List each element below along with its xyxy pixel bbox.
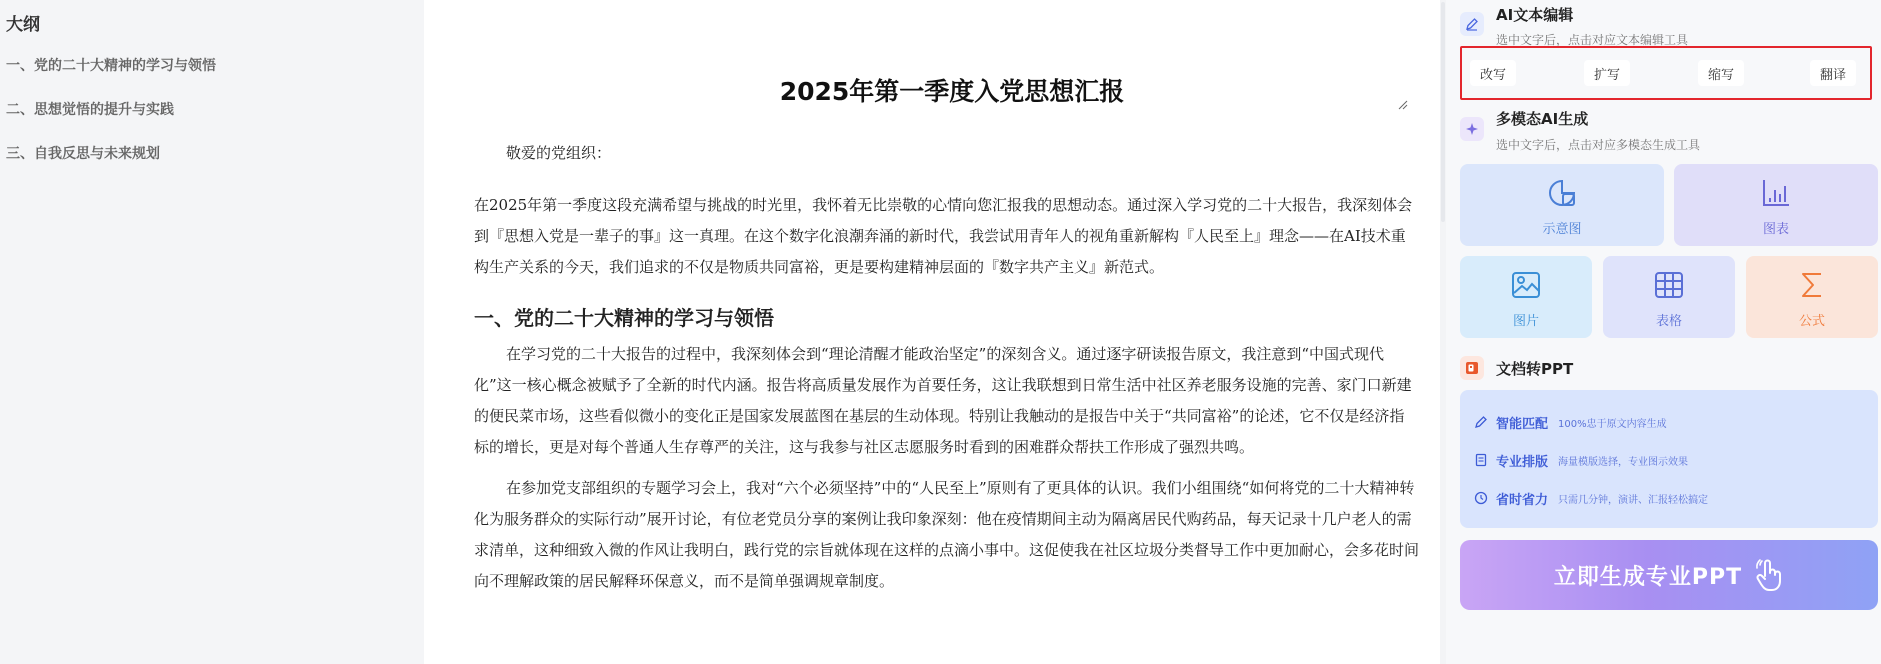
document-editor[interactable] [424,0,1440,664]
table-tile[interactable] [1603,256,1735,338]
image-label: 图片 [1512,314,1539,329]
feature-name: 省时省力 [1496,492,1549,508]
chart-tile[interactable] [1674,164,1878,246]
generate-ppt-button[interactable] [1460,540,1878,610]
paragraph: 在参加党支部组织的专题学习会上，我对“六个必须坚持”中的“人民至上”原则有了更具体的认识。我们小组围绕“如何将党的二十大精神转化为服务群众的实际行动”展开讨论，有位老党员分享的案例让我印象深刻：他在疫情期间主动为隔离居民代购药品，每天记录十几户老人的需求清单，这种细致入微的作风让我明白，践行党的宗旨就体现在这样的点滴小事中。这促使我在社区垃圾分类督导工作中更加耐心，会多花时间向不理解政策的居民解释环保意义，而不是简单强调规章制度。 [474,479,1420,590]
feature-name: 智能匹配 [1496,416,1549,432]
sigma-icon [1795,268,1829,302]
outline-title: 大纲 [6,15,40,35]
outline-item-2[interactable]: 二、思想觉悟的提升与实践 [6,102,174,118]
expand-button[interactable]: 扩写 [1584,60,1630,86]
title-textarea[interactable] [466,60,1438,112]
image-icon [1509,268,1543,302]
document-title[interactable]: 2025年第一季度入党思想汇报 [779,77,1125,106]
tools-panel [1446,0,1881,664]
image-tile[interactable] [1460,256,1592,338]
document-body[interactable] [474,138,1419,597]
feature-smart-match [1474,412,1667,432]
feature-desc: 100%忠于原文内容生成 [1558,418,1667,430]
pen-icon [1474,415,1488,429]
table-label: 表格 [1655,314,1682,329]
translate-button[interactable]: 翻译 [1810,60,1856,86]
ppt-icon [1460,356,1484,380]
resize-handle-icon[interactable] [1398,100,1408,110]
rewrite-button[interactable]: 改写 [1470,60,1516,86]
feature-time-saving [1474,488,1708,508]
diagram-label: 示意图 [1542,222,1582,237]
hand-pointer-icon [1754,558,1784,592]
section-heading: 一、党的二十大精神的学习与领悟 [474,306,774,330]
ai-edit-title: AI文本编辑 [1496,6,1574,24]
feature-pro-layout [1474,450,1688,470]
intro-paragraph: 在2025年第一季度这段充满希望与挑战的时光里，我怀着无比崇敬的心情向您汇报我的思想动态。通过深入学习党的二十大报告，我深刻体会到『思想入党是一辈子的事』这一真理。在这个数字化浪潮奔涌的新时代，我尝试用青年人的视角重新解构『人民至上』理念——在AI技术重构生产关系的今天，我们追求的不仅是物质共同富裕，更是要构建精神层面的『数字共产主义』新范式。 [474,196,1413,276]
bar-chart-icon [1759,176,1793,210]
document-icon [1474,453,1488,467]
diagram-tile[interactable] [1460,164,1664,246]
scrollbar-thumb[interactable] [1441,2,1445,222]
shorten-button[interactable]: 缩写 [1698,60,1744,86]
pen-icon [1460,12,1484,36]
multimodal-title: 多模态AI生成 [1496,110,1589,128]
ppt-features-box [1460,390,1878,528]
outline-item-1[interactable]: 一、党的二十大精神的学习与领悟 [6,58,216,74]
doc-to-ppt-title: 文档转PPT [1496,360,1574,378]
paragraph: 在学习党的二十大报告的过程中，我深刻体会到“理论清醒才能政治坚定”的深刻含义。通过逐字研读报告原文，我注意到“中国式现代化”这一核心概念被赋予了全新的时代内涵。报告将高质量发展作为首要任务，这让我联想到日常生活中社区养老服务设施的完善、家门口新建的便民菜市场，这些看似微小的变化正是国家发展蓝图在基层的生动体现。特别让我触动的是报告中关于“共同富裕”的论述，它不仅是经济指标的增长，更是对每个普通人生存尊严的关注，这与我参与社区志愿服务时看到的困难群众帮扶工作形成了强烈共鸣。 [474,345,1412,456]
greeting: 敬爱的党组织： [506,144,612,162]
diagram-icon [1545,176,1579,210]
outline-sidebar [0,0,424,664]
formula-tile[interactable] [1746,256,1878,338]
clock-icon [1474,491,1488,505]
outline-item-3[interactable]: 三、自我反思与未来规划 [6,146,160,162]
sparkle-icon [1460,117,1484,141]
table-icon [1652,268,1686,302]
multimodal-subtitle: 选中文字后，点击对应多模态生成工具 [1496,138,1701,152]
feature-desc: 海量模版选择，专业图示效果 [1558,456,1688,468]
feature-name: 专业排版 [1496,454,1549,470]
generate-ppt-label: 立即生成专业PPT [1553,564,1743,590]
feature-desc: 只需几分钟，演讲、汇报轻松搞定 [1558,494,1708,506]
chart-label: 图表 [1762,222,1789,237]
ai-edit-subtitle: 选中文字后，点击对应文本编辑工具 [1496,33,1689,47]
formula-label: 公式 [1798,314,1825,329]
ai-edit-toolbar [1460,46,1872,100]
